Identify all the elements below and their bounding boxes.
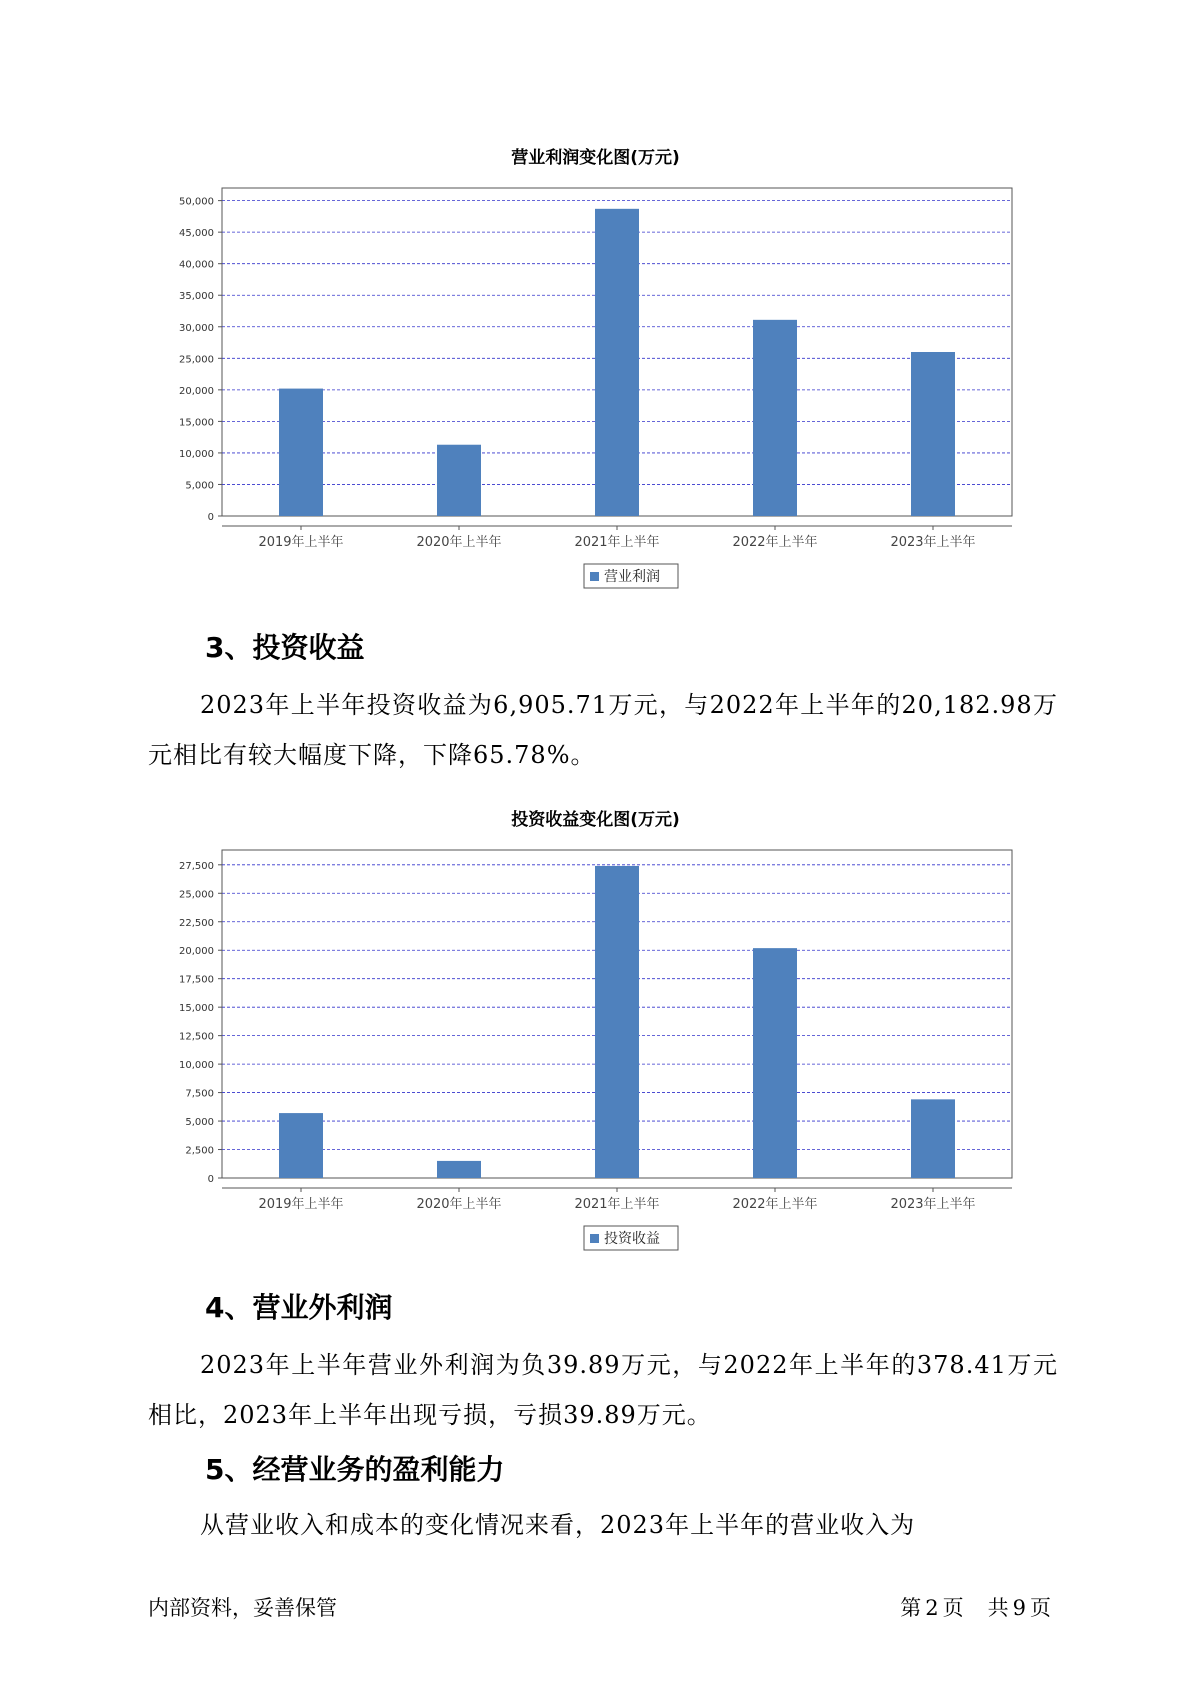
section-heading-non-operating-profit: 4、营业外利润 <box>205 1291 393 1324</box>
legend-swatch <box>590 572 599 581</box>
x-tick-label: 2019年上半年 <box>258 535 344 550</box>
paragraph-investment-income: 2023年上半年投资收益为6,905.71万元，与2022年上半年的20,182.98万元相比有较大幅度下降，下降65.78%。 <box>148 691 1058 769</box>
y-tick-label: 40,000 <box>179 259 214 271</box>
x-tick-label: 2020年上半年 <box>416 1197 502 1212</box>
chart-investment-income <box>0 832 1191 1252</box>
y-tick-label: 15,000 <box>179 1003 214 1015</box>
y-tick-label: 5,000 <box>185 1117 214 1129</box>
legend-label: 投资收益 <box>604 1231 660 1247</box>
paragraph-operating-profitability: 从营业收入和成本的变化情况来看，2023年上半年的营业收入为 <box>200 1511 916 1539</box>
y-tick-label: 7,500 <box>185 1088 214 1100</box>
x-tick-label: 2022年上半年 <box>732 535 818 550</box>
y-tick-label: 10,000 <box>179 448 214 460</box>
paragraph-non-operating-profit: 2023年上半年营业外利润为负39.89万元，与2022年上半年的378.41万元相比，2023年上半年出现亏损，亏损39.89万元。 <box>148 1351 1058 1429</box>
bar <box>911 1099 955 1178</box>
y-tick-label: 27,500 <box>179 860 214 872</box>
x-tick-label: 2021年上半年 <box>574 535 660 550</box>
y-tick-label: 5,000 <box>185 480 214 492</box>
section-heading-investment-income: 3、投资收益 <box>205 631 365 664</box>
footer-confidential-note: 内部资料，妥善保管 <box>148 1596 337 1620</box>
legend-label: 营业利润 <box>604 569 660 585</box>
y-tick-label: 20,000 <box>179 385 214 397</box>
y-tick-label: 22,500 <box>179 917 214 929</box>
bar <box>595 209 639 516</box>
x-tick-label: 2023年上半年 <box>890 1197 976 1212</box>
y-tick-label: 50,000 <box>179 196 214 208</box>
x-tick-label: 2022年上半年 <box>732 1197 818 1212</box>
bar <box>753 948 797 1178</box>
y-tick-label: 25,000 <box>179 354 214 366</box>
bar <box>753 320 797 516</box>
y-tick-label: 0 <box>207 1174 214 1185</box>
y-tick-label: 15,000 <box>179 417 214 429</box>
footer-page-number: 第 2 页 共 9 页 <box>900 1596 1051 1620</box>
y-tick-label: 30,000 <box>179 322 214 334</box>
x-tick-label: 2021年上半年 <box>574 1197 660 1212</box>
y-tick-label: 10,000 <box>179 1060 214 1072</box>
x-tick-label: 2019年上半年 <box>258 1197 344 1212</box>
bar <box>279 1113 323 1178</box>
bar <box>279 389 323 516</box>
bar <box>437 445 481 516</box>
y-tick-label: 35,000 <box>179 291 214 303</box>
y-tick-label: 20,000 <box>179 946 214 958</box>
y-tick-label: 0 <box>207 512 214 523</box>
chart-operating-profit <box>0 170 1191 590</box>
section-heading-operating-profitability: 5、经营业务的盈利能力 <box>205 1453 505 1486</box>
x-tick-label: 2023年上半年 <box>890 535 976 550</box>
y-tick-label: 17,500 <box>179 974 214 986</box>
y-tick-label: 12,500 <box>179 1031 214 1043</box>
y-tick-label: 2,500 <box>185 1145 214 1157</box>
y-tick-label: 45,000 <box>179 228 214 240</box>
chart-title-investment-income: 投资收益变化图(万元) <box>511 810 680 830</box>
bar <box>437 1161 481 1178</box>
legend-swatch <box>590 1234 599 1243</box>
bar <box>911 352 955 516</box>
bar <box>595 866 639 1178</box>
y-tick-label: 25,000 <box>179 889 214 901</box>
chart-title-operating-profit: 营业利润变化图(万元) <box>511 148 680 168</box>
x-tick-label: 2020年上半年 <box>416 535 502 550</box>
